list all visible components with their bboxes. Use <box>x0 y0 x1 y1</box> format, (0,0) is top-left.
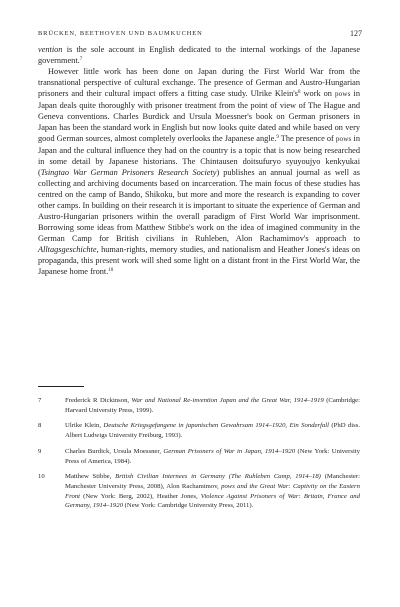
text-fragment: (New York: Berg, 2002), Heather Jones, <box>79 492 201 500</box>
paragraph-continuation <box>38 44 360 66</box>
text-fragment: (New York: Cambridge University Press, 2011). <box>122 502 254 510</box>
text-fragment: in Japan deals quite thoroughly with prisoner treatment from the point of view of The Hague and Geneva conventions. Charles Burdick and Ursula Moessner's book on German prisoners in Japan has been the standard work in English but now looks quite dated and while based on very good German sources, almost completely overlooks the Japanese angle. <box>38 89 361 144</box>
footnote-divider <box>38 386 84 387</box>
small-caps-pows: pows <box>335 135 352 144</box>
text-fragment: The presence of <box>278 134 336 144</box>
text-fragment: Ulrike Klein, <box>65 422 104 430</box>
italic-fragment: pows and the Great War: Captivity on the Eastern Front <box>65 482 360 500</box>
text-fragment: is the sole account in English dedicated to the internal workings of the Japanese government. <box>38 45 360 66</box>
text-fragment: in Japan and the cultural influence they had on the country is a topic that is now being researched in some detail by Japanese historians. The Chintausen doitsufuryo syuyoujyo kenkyukai ( <box>38 134 360 178</box>
footnote-7 <box>38 396 360 415</box>
small-caps-pows: pows <box>334 90 351 99</box>
footnote-10 <box>38 472 360 511</box>
footnote-text <box>65 472 360 511</box>
text-fragment: (New York: University Press of America, 1984). <box>65 447 360 465</box>
text-fragment: Frederick R Dickinson, <box>65 397 132 404</box>
footnote-text <box>65 421 360 440</box>
footnote-number: 9 <box>38 447 42 455</box>
italic-fragment: British Civilian Internees in Germany (The Ruhleben Camp, 1914–18) <box>115 473 321 481</box>
footnote-number: 10 <box>38 473 45 481</box>
text-fragment: work on <box>300 89 335 99</box>
text-fragment: However little work has been done on Japan during the First World War from the transnational perspective of cultural exchange. The presence of German and Austro-Hungarian prisoners and their cultural impact offers a fitting case study. Ulrike Klein's <box>38 67 360 99</box>
text-fragment: , human-rights, memory studies, and nationalism and Heather Jones's ideas on propaganda, this present work will shed some light on a distant front in the First World War, the Japanese home front. <box>38 245 360 277</box>
footnote-8 <box>38 421 360 440</box>
italic-fragment: German Prisoners of War in Japan, 1914–1920 <box>163 447 296 455</box>
footnote-ref-7[interactable]: 7 <box>79 57 83 63</box>
footnote-number: 7 <box>38 397 42 404</box>
italic-fragment: Alltagsgeschichte <box>38 245 97 255</box>
text-fragment: Charles Burdick, Ursula Moessner, <box>65 447 164 455</box>
page-number: 127 <box>350 29 362 38</box>
text-fragment: (Manchester: Manchester University Press, 2008), Alon Rachamimov, <box>65 473 360 490</box>
footnote-ref-8[interactable]: 8 <box>298 90 301 96</box>
footnote-ref-9[interactable]: 9 <box>276 135 279 141</box>
footnotes <box>38 396 360 517</box>
footnote-ref-10[interactable]: 10 <box>108 268 114 274</box>
italic-fragment: Deutsche Kriegsgefangene in japanischen Gewahrsam 1914–1920, Ein Sonderfall <box>103 422 330 430</box>
italic-fragment: Tsingtao War German Prisoners Research Society <box>40 168 217 178</box>
italic-fragment: vention <box>38 45 63 54</box>
footnote-9 <box>38 447 360 466</box>
footnote-text <box>65 396 360 415</box>
footnote-number: 8 <box>38 422 42 430</box>
text-fragment: Matthew Stibbe, <box>65 473 116 481</box>
paragraph-main <box>38 66 360 277</box>
italic-fragment: War and National Re-invention Japan and the Great War, 1914–1919 <box>131 397 324 404</box>
italic-fragment: Violence Against Prisoners of War: Britain, France and Germany, 1914–1920 <box>65 492 360 510</box>
main-text <box>38 44 360 277</box>
text-fragment: (Cambridge: Harvard University Press, 1999). <box>65 397 360 414</box>
text-fragment: (PhD diss. Albert Ludwigs University Freiburg, 1993). <box>65 422 360 440</box>
footnote-text <box>65 447 360 466</box>
running-head: BRÜCKEN, BEETHOVEN UND BAUMKUCHEN <box>38 30 203 37</box>
text-fragment: ) publishes an annual journal as well as collecting and archiving documents based on incarceration. The main focus of these studies has centred on the camp of Bando, Shikoku, but more and more the research is expanding to cover other camps. In building on their research it is important to situate the experience of German and Austro-Hungarian prisoners within the overall paradigm of First World War imprisonment. Borrowing some ideas from Matthew Stibbe's work on the idea of imagined community in the German Camp for British civilians in Ruhleben, Alon Rachamimov's approach to <box>38 168 360 244</box>
